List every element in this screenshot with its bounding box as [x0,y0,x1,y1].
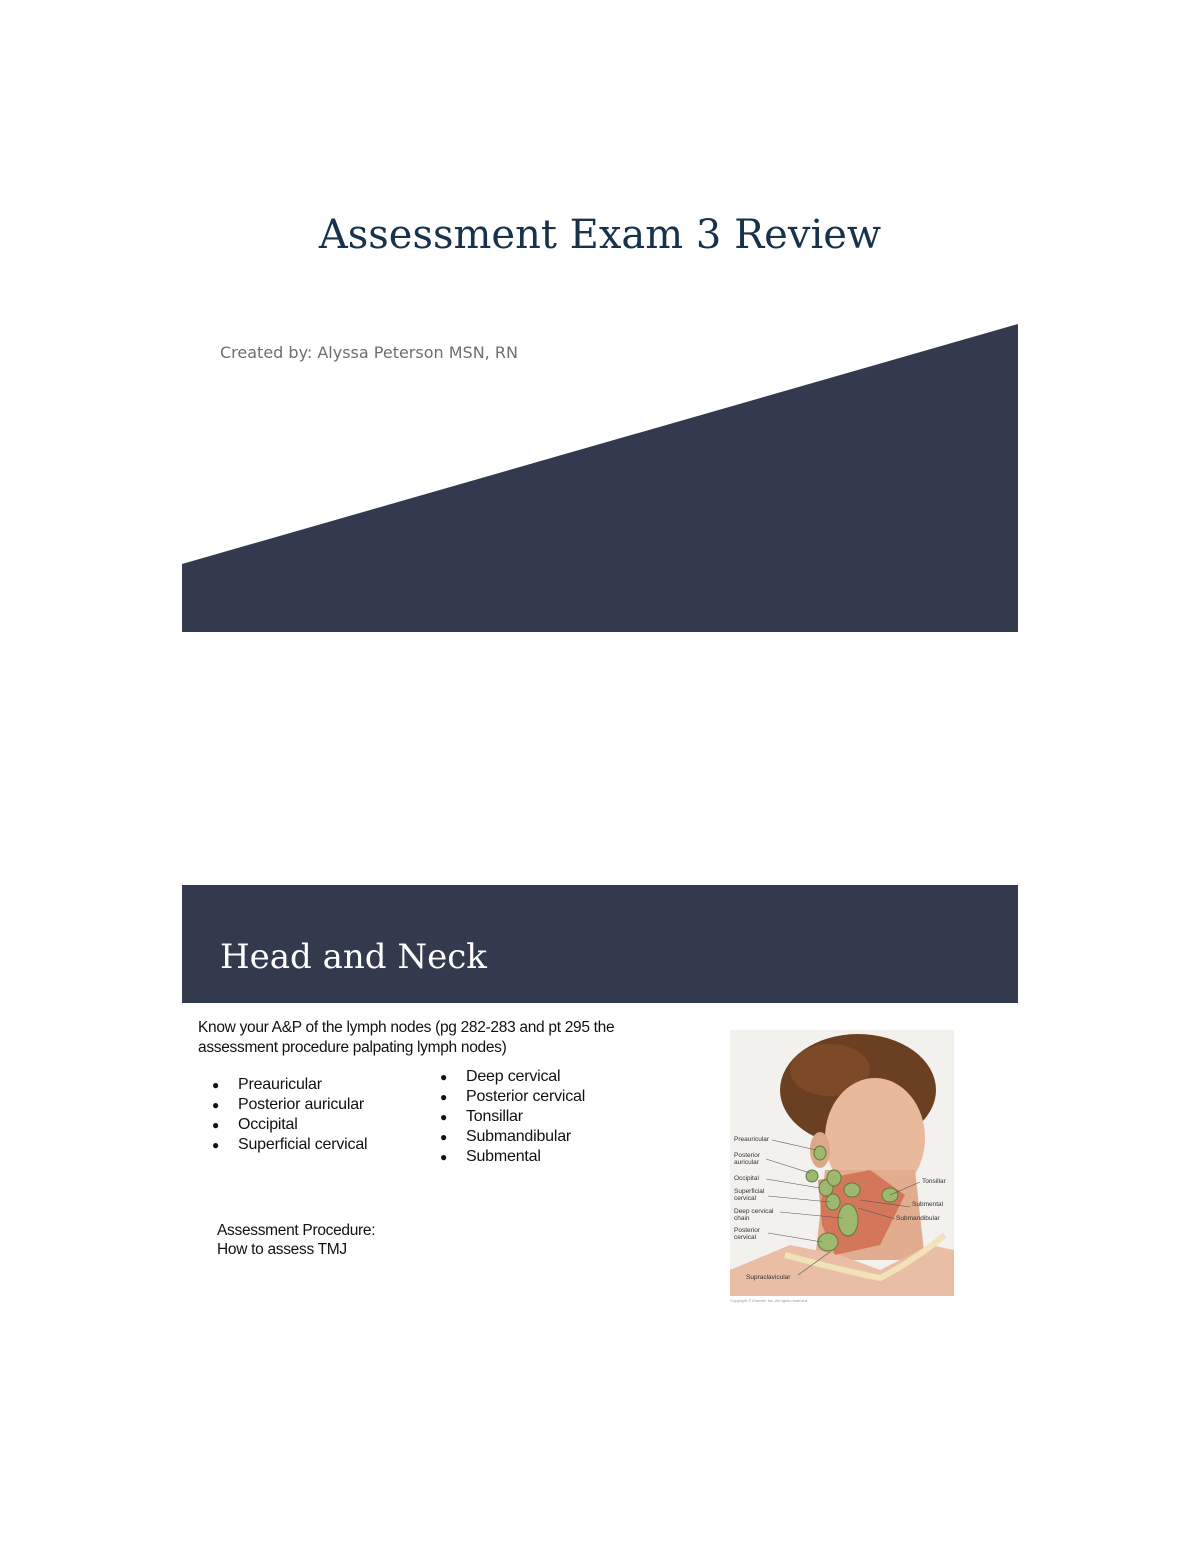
assessment-procedure [217,1221,375,1259]
lymph-node-list-left [198,1075,367,1155]
bullet-icon: ● [440,1110,448,1124]
intro-text [198,1018,668,1058]
bullet-icon: ● [440,1150,448,1164]
lymph-node-illustration [730,1030,954,1296]
intro-line-2: assessment procedure palpating lymph nodes) [198,1039,507,1056]
cover-slide [182,150,1018,632]
label-preauricular: Preauricular [734,1136,770,1143]
list-item: ● Submental [440,1148,541,1165]
list-item: ● Posterior cervical [440,1088,586,1105]
section-heading: Head and Neck [220,937,487,977]
bullet-icon: ● [212,1138,220,1152]
procedure-line-1: Assessment Procedure: [217,1222,376,1239]
list-item: ● Submandibular [440,1128,572,1145]
intro-line-1: Know your A&P of the lymph nodes (pg 282-283 and pt 295 the [198,1019,615,1036]
procedure-line-2: How to assess TMJ [217,1241,347,1258]
wedge-shape [182,324,1018,632]
section-header-band [182,885,1018,1003]
list-item: ● Tonsillar [440,1108,523,1125]
label-tonsillar: Tonsillar [922,1178,946,1185]
decorative-wedge [182,150,1018,632]
bullet-icon: ● [212,1078,220,1092]
list-item: ● Posterior auricular [212,1096,365,1113]
bullet-icon: ● [440,1070,448,1084]
head-neck-slide [182,885,1018,1305]
list-item: ● Superficial cervical [212,1136,368,1153]
bullet-icon: ● [440,1090,448,1104]
label-deep-cervical-chain: Deep cervical chain [734,1208,774,1222]
author-credit: Created by: Alyssa Peterson MSN, RN [220,343,518,362]
label-submandibular: Submandibular [896,1215,940,1222]
label-supraclavicular: Supraclavicular [746,1274,791,1281]
label-superficial-cervical: Superficial cervical [734,1188,765,1202]
document-title: Assessment Exam 3 Review [318,212,882,258]
label-posterior-auricular: Posterior auricular [734,1152,761,1166]
bullet-icon: ● [212,1098,220,1112]
bullet-icon: ● [212,1118,220,1132]
lymph-node-list-right [426,1067,585,1167]
figure-copyright: Copyright © Elsevier Inc. All rights reserved. [730,1298,809,1303]
list-item: ● Preauricular [212,1076,322,1093]
bullet-icon: ● [440,1130,448,1144]
list-item: ● Occipital [212,1116,298,1133]
label-occipital: Occipital [734,1175,759,1182]
label-posterior-cervical: Posterior cervical [734,1227,761,1241]
list-item: ● Deep cervical [440,1068,561,1085]
label-submental: Submental [912,1201,944,1208]
